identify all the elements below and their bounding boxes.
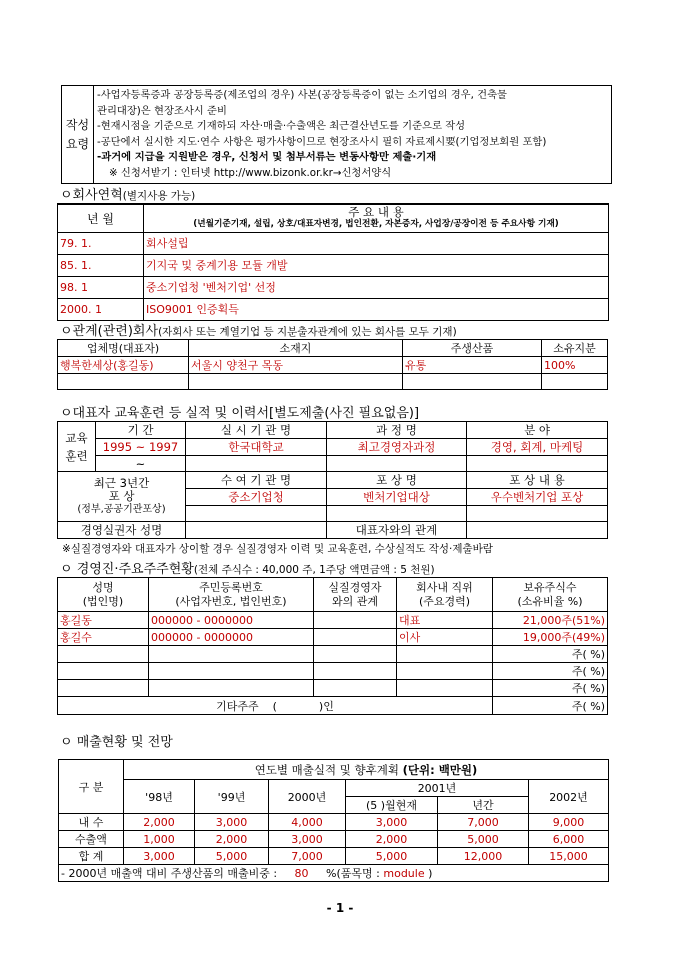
sh-col-pos-2: (주요경력): [418, 594, 471, 608]
sales-ratio-unit: %(품목명 :: [326, 867, 380, 880]
sh-col-id: [149, 578, 314, 612]
history-col-year: 년 월: [58, 204, 144, 232]
guide-label-2: 요령: [65, 136, 90, 151]
award-label-2: 포 상: [108, 489, 135, 503]
sh-others-shares: 주( %): [493, 697, 608, 715]
guide-line-5: -과거에 지급을 지원받은 경우, 신청서 및 첨부서류는 변동사항만 제출·기재: [97, 151, 437, 163]
sh-col-rel-2: 와의 관계: [331, 594, 378, 608]
history-col-content-sub: (년월기준기재, 설립, 상호/대표자변경, 법인전환, 자본증자, 사업장/공장이전 등 주요사항 기재): [193, 219, 559, 230]
sh-col-shares-1: 보유주식수: [523, 580, 577, 594]
sh-col-rel: [314, 578, 397, 612]
sh-col-shares: [493, 578, 608, 612]
sales-cell: 2,000: [346, 831, 438, 848]
related-col-share: 소유지분: [542, 340, 608, 357]
history-heading-note: (별지사용 가능): [122, 190, 196, 202]
sales-cell: 4,000: [269, 814, 346, 831]
related-col-product: 주생산품: [403, 340, 542, 357]
sales-2001-annual: 년간: [438, 797, 529, 814]
ceo-edu-heading-note: [별도제출(사진 필요없음)]: [269, 406, 420, 421]
award-label: [58, 472, 186, 522]
edu-col-org: 실 시 기 관 명: [186, 422, 327, 439]
related-heading-note: (자회사 또는 계열기업 등 지분출자관계에 있는 회사를 모두 기재): [158, 326, 457, 338]
related-row-share: 100%: [542, 357, 608, 374]
sh-col-name-1: 성명: [92, 580, 114, 594]
sh-row-name: 홍길동: [58, 612, 149, 629]
sales-cell: 3,000: [195, 814, 269, 831]
history-row-text: 회사설립: [144, 232, 609, 254]
guide-label: [62, 86, 94, 184]
sh-col-pos-1: 회사내 직위: [416, 580, 473, 594]
sales-2001-current: (5 )월현재: [346, 797, 438, 814]
award-col-org: 수 여 기 관 명: [186, 472, 327, 489]
related-heading-text: ㅇ관계(관련)회사: [60, 324, 159, 339]
award-row-content: 우수벤처기업 포상: [467, 489, 608, 506]
sales-cell: 3,000: [346, 814, 438, 831]
history-row-text: ISO9001 인증획득: [144, 298, 609, 320]
sales-row-label: 수출액: [59, 831, 124, 848]
edu-row-field: 경영, 회계, 마케팅: [467, 439, 608, 456]
sh-empty-shares: 주( %): [493, 663, 608, 680]
guide-lines: [94, 86, 612, 184]
sh-col-shares-2: (소유비율 %): [517, 594, 583, 608]
guide-line-6: ※ 신청서받기 : 인터넷 http://www.bizonk.or.kr→신청서양식: [109, 166, 392, 179]
ceo-edu-table: [57, 421, 608, 539]
shareholders-heading-note: (전체 주식수 : 40,000 주, 1주당 액면금액 : 5 천원): [193, 564, 435, 576]
sh-row-shares: 19,000주(49%): [493, 629, 608, 646]
shareholders-heading: [60, 558, 435, 577]
history-heading-text: ㅇ회사연혁: [60, 188, 123, 203]
sh-col-id-1: 주민등록번호: [199, 580, 263, 594]
sales-year-2002: 2002년: [529, 780, 609, 814]
sales-cell: 9,000: [529, 814, 609, 831]
sh-others-label: 기타주주 ( )인: [58, 697, 493, 715]
sales-cell: 1,000: [124, 831, 195, 848]
sales-cell: 6,000: [529, 831, 609, 848]
history-row-date: 85. 1.: [58, 254, 144, 276]
shareholders-heading-text: ㅇ 경영진·주요주주현황: [60, 562, 194, 577]
history-row-date: 79. 1.: [58, 232, 144, 254]
sales-cell: 2,000: [124, 814, 195, 831]
sales-title-text: 연도별 매출실적 및 향후계획: [254, 762, 403, 777]
sales-year-98: '98년: [124, 780, 195, 814]
history-col-content-title: 주 요 내 용: [348, 205, 404, 220]
award-row-name: 벤처기업대상: [327, 489, 467, 506]
award-label-1: 최근 3년간: [93, 476, 150, 490]
sh-row-rel: [314, 612, 397, 629]
sh-row-rel: [314, 629, 397, 646]
sales-title: [124, 760, 609, 780]
related-row-addr: 서울시 양천구 목동: [189, 357, 403, 374]
award-row-org: 중소기업청: [186, 489, 327, 506]
related-row-product: 유통: [403, 357, 542, 374]
history-row-date: 2000. 1: [58, 298, 144, 320]
guide-table: [61, 85, 612, 184]
history-row-text: 기지국 및 중계기용 모듈 개발: [144, 254, 609, 276]
sales-ratio-line: [59, 865, 609, 882]
guide-line-4: -공단에서 실시한 지도·연수 사항은 평가사항이므로 현장조사시 필히 자료제시要(기업정보회원 포함): [97, 135, 547, 148]
sales-year-2000: 2000년: [269, 780, 346, 814]
sales-year-99: '99년: [195, 780, 269, 814]
edu-label-2: 훈련: [65, 448, 88, 463]
related-heading: [60, 320, 457, 339]
history-row-date: 98. 1: [58, 276, 144, 298]
sh-col-name: [58, 578, 149, 612]
sales-table: [58, 759, 609, 882]
sales-ratio-item: module: [383, 867, 425, 880]
sales-ratio-value: 80: [294, 867, 309, 880]
edu-row-period: 1995 ~ 1997: [96, 439, 186, 456]
sales-cell: 3,000: [124, 848, 195, 865]
sales-heading: ㅇ 매출현황 및 전망: [60, 735, 173, 750]
edu-col-course: 과 정 명: [327, 422, 467, 439]
sh-col-pos: [397, 578, 493, 612]
edu-row-course: 최고경영자과정: [327, 439, 467, 456]
award-col-name: 포 상 명: [327, 472, 467, 489]
sales-cell: 7,000: [269, 848, 346, 865]
sh-empty-shares: 주( %): [493, 646, 608, 663]
sales-cell: 5,000: [438, 831, 529, 848]
sales-unit: (단위: 백만원): [402, 762, 478, 777]
sh-col-rel-1: 실질경영자: [328, 580, 382, 594]
award-col-content: 포 상 내 용: [467, 472, 608, 489]
guide-line-1: -사업자등록증과 공장등록증(제조업의 경우) 사본(공장등록증이 없는 소기업의 경우, 건축물: [97, 89, 507, 101]
sales-year-2001: 2001년: [346, 780, 529, 797]
sales-ratio-close: ): [428, 867, 433, 880]
history-heading: [60, 184, 195, 203]
sales-gubun: 구 분: [59, 760, 124, 814]
history-row-text: 중소기업청 '벤처기업' 선정: [144, 276, 609, 298]
sales-cell: 15,000: [529, 848, 609, 865]
sh-row-name: 홍길수: [58, 629, 149, 646]
guide-label-1: 작성: [65, 117, 90, 132]
sh-empty-shares: 주( %): [493, 680, 608, 697]
history-table: [57, 203, 609, 321]
edu-row-org: 한국대학교: [186, 439, 327, 456]
related-col-addr: 소재지: [189, 340, 403, 357]
award-label-3: (정부,공공기관포상): [77, 504, 166, 515]
sales-ratio-text: - 2000년 매출액 대비 주생산품의 매출비중 :: [61, 867, 278, 880]
page-number: - 1 -: [326, 901, 354, 915]
edu-col-field: 분 야: [467, 422, 608, 439]
rel-label: 대표자와의 관계: [327, 522, 467, 539]
sh-row-id: 000000 - 0000000: [149, 612, 314, 629]
guide-line-3: -현재시점을 기준으로 기재하되 자산·매출·수출액은 최근결산년도를 기준으로 작성: [97, 120, 466, 132]
sales-row-label: 합 계: [59, 848, 124, 865]
ceo-edu-heading-text: ㅇ대표자 교육훈련 등 실적 및 이력서: [60, 406, 270, 421]
sales-cell: 5,000: [195, 848, 269, 865]
sales-row-label: 내 수: [59, 814, 124, 831]
sales-cell: 3,000: [269, 831, 346, 848]
related-row-name: 행복한세상(홍길동): [58, 357, 189, 374]
related-table: [57, 339, 608, 390]
sales-cell: 7,000: [438, 814, 529, 831]
edu-label-1: 교육: [65, 430, 88, 445]
sh-row-shares: 21,000주(51%): [493, 612, 608, 629]
history-col-content: [144, 204, 609, 232]
ceo-edu-note: ※실질경영자와 대표자가 상이할 경우 실질경영자 이력 및 교육훈련, 수상실적도 작성·제출바람: [62, 543, 493, 555]
mgr-label: 경영실권자 성명: [58, 522, 186, 539]
sh-row-pos: 이사: [397, 629, 493, 646]
sh-row-id: 000000 - 0000000: [149, 629, 314, 646]
shareholders-table: [57, 577, 608, 715]
sh-col-name-2: (법인명): [82, 594, 124, 608]
sh-row-pos: 대표: [397, 612, 493, 629]
edu-label: [58, 422, 96, 472]
sales-cell: 12,000: [438, 848, 529, 865]
sh-col-id-2: (사업자번호, 법인번호): [175, 594, 287, 608]
sales-cell: 2,000: [195, 831, 269, 848]
edu-blank-period: ~: [96, 456, 186, 472]
sales-cell: 5,000: [346, 848, 438, 865]
ceo-edu-heading: [60, 402, 419, 421]
edu-col-period: 기 간: [96, 422, 186, 439]
guide-line-2: 관리대장)은 현장조사시 준비: [97, 104, 227, 117]
related-col-name: 업체명(대표자): [58, 340, 189, 357]
